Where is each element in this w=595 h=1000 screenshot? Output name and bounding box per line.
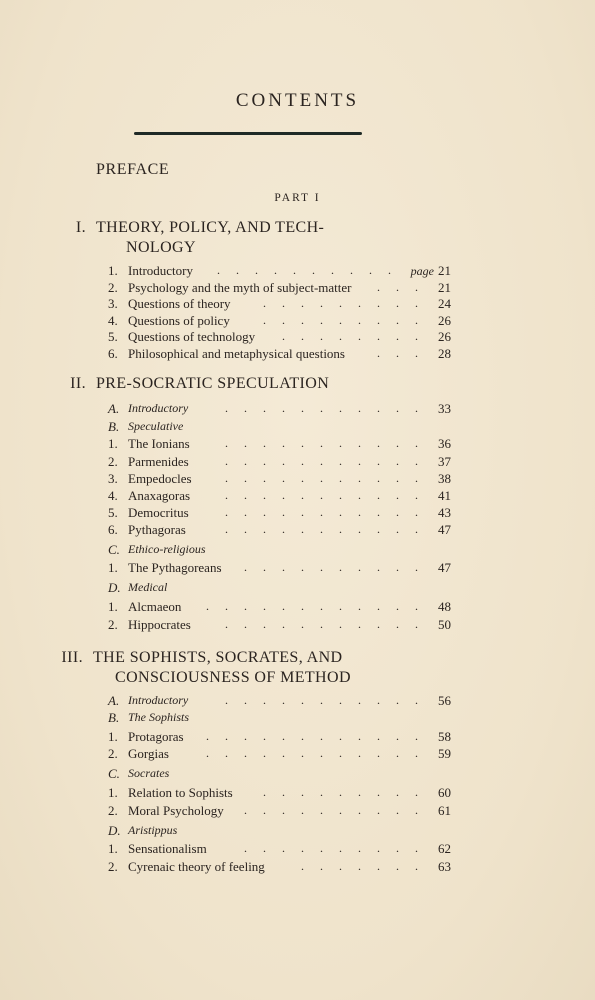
toc-entry-number: 2. xyxy=(108,454,118,469)
toc-page-number xyxy=(438,559,451,576)
leader-dots: ... xyxy=(377,346,434,360)
toc-page-number xyxy=(438,616,451,633)
toc-entry xyxy=(108,745,451,762)
toc-entry xyxy=(108,692,451,709)
part-heading: PART I xyxy=(274,192,321,204)
toc-entry xyxy=(108,295,451,312)
toc-entry-number: 1. xyxy=(108,841,118,856)
toc-entry-title: Questions of theory xyxy=(128,296,231,312)
leader-dots: ......... xyxy=(263,296,434,311)
toc-page-number xyxy=(438,692,451,709)
page-number-value: 24 xyxy=(438,296,451,312)
toc-page-number xyxy=(438,435,451,452)
leader-dots: ........... xyxy=(225,436,434,450)
chapter-3-heading xyxy=(61,648,351,688)
leader-dots: ....... xyxy=(301,859,434,873)
toc-entry-title: Moral Psychology xyxy=(128,803,224,818)
preface-heading: PREFACE xyxy=(96,161,170,178)
page-number-value: 41 xyxy=(438,488,451,503)
toc-entry xyxy=(108,598,451,615)
toc-entry xyxy=(108,453,451,470)
toc-entry xyxy=(108,487,451,504)
toc-entry-number: 4. xyxy=(108,312,118,328)
toc-entry xyxy=(108,616,451,633)
toc-page-number xyxy=(438,295,451,312)
page-number-value: 61 xyxy=(438,803,451,818)
page-number-value: 28 xyxy=(438,346,451,361)
page-number-value: 26 xyxy=(438,312,451,328)
toc-page-number xyxy=(438,745,451,762)
toc-page-number xyxy=(438,487,451,504)
toc-entry-number: A. xyxy=(108,693,120,708)
toc-entry-title: Questions of technology xyxy=(128,329,256,345)
leader-dots: .......... xyxy=(244,803,434,817)
page-number-value: 62 xyxy=(438,841,451,856)
toc-page-number xyxy=(438,470,451,487)
toc-entry-number: 2. xyxy=(108,859,118,874)
leader-dots: ............ xyxy=(206,599,434,613)
toc-entry xyxy=(108,435,451,452)
page-number-value: 56 xyxy=(438,693,451,708)
leader-dots: ........... xyxy=(225,454,434,468)
toc-entry-number: 1. xyxy=(108,263,118,278)
toc-entry-title: Alcmaeon xyxy=(128,599,182,614)
toc-page-number xyxy=(438,802,451,819)
toc-subsection-heading xyxy=(108,541,451,558)
leader-dots: ........... xyxy=(225,617,434,631)
toc-entry-number: 3. xyxy=(108,296,118,312)
page-number-value: 37 xyxy=(438,454,451,469)
toc-entry-title: Parmenides xyxy=(128,454,189,469)
toc-entry-number: 4. xyxy=(108,488,118,503)
leader-dots: ......... xyxy=(263,312,434,327)
page-number-value: 38 xyxy=(438,471,451,486)
toc-entry-title: The Ionians xyxy=(128,436,190,451)
leader-dots: ............ xyxy=(206,729,434,743)
toc-page-number xyxy=(411,262,451,280)
toc-entry-number: A. xyxy=(108,401,120,416)
toc-page-number xyxy=(438,784,451,801)
toc-subsection-heading xyxy=(108,709,451,726)
toc-entry-title: Gorgias xyxy=(128,746,169,761)
chapter-title-line: THEORY, POLICY, AND TECH- xyxy=(96,219,325,236)
toc-entry-title: Questions of policy xyxy=(128,312,230,328)
leader-dots: ............ xyxy=(206,746,434,760)
leader-dots: .......... xyxy=(217,263,407,277)
leader-dots: ........... xyxy=(225,522,434,536)
toc-subsection-heading xyxy=(108,822,451,839)
page-title: CONTENTS xyxy=(235,90,360,111)
toc-entry xyxy=(108,802,451,819)
page-number-value: 21 xyxy=(438,263,451,278)
toc-entry-title: Speculative xyxy=(128,419,184,433)
toc-entry xyxy=(108,521,451,538)
toc-entry-title: Anaxagoras xyxy=(128,488,191,503)
toc-entry-title: Relation to Sophists xyxy=(128,785,233,800)
toc-page-number xyxy=(438,521,451,538)
toc-entry-title: Hippocrates xyxy=(128,617,191,632)
toc-entry-title: Sensationalism xyxy=(128,841,207,856)
toc-entry xyxy=(108,840,451,857)
page-number-value: 26 xyxy=(438,329,451,345)
toc-entry-title: Cyrenaic theory of feeling xyxy=(128,859,265,874)
page-number-value: 47 xyxy=(438,560,451,575)
toc-entry-title: Medical xyxy=(128,580,168,594)
leader-dots: ........... xyxy=(225,505,434,519)
toc-entry xyxy=(108,504,451,521)
page-number-value: 59 xyxy=(438,746,451,761)
toc-entry xyxy=(108,262,451,279)
toc-entry-title: Protagoras xyxy=(128,729,184,744)
chapter-title-line: PRE-SOCRATIC SPECULATION xyxy=(96,375,330,392)
toc-page-number xyxy=(438,858,451,875)
toc-entry-number: 6. xyxy=(108,522,118,537)
toc-entry-title: Empedocles xyxy=(128,471,192,486)
toc-entry-title: Introductory xyxy=(128,693,189,707)
toc-page-number xyxy=(438,345,451,362)
page-number-value: 50 xyxy=(438,617,451,632)
toc-entry-number: 2. xyxy=(108,746,118,761)
page-number-value: 43 xyxy=(438,505,451,520)
toc-entry xyxy=(108,559,451,576)
chapter-1-heading xyxy=(75,218,325,258)
toc-entry-number: B. xyxy=(108,710,120,725)
toc-entry-number: 1. xyxy=(108,599,118,614)
chapter-title-line: THE SOPHISTS, SOCRATES, AND xyxy=(93,649,343,666)
toc-page-number xyxy=(438,453,451,470)
toc-entry-number: C. xyxy=(108,766,120,781)
toc-entry xyxy=(108,784,451,801)
page-number-value: 33 xyxy=(438,401,451,416)
page-number-value: 60 xyxy=(438,785,451,800)
toc-page-number xyxy=(438,279,451,296)
chapter-number: I. xyxy=(75,219,86,236)
page-number-value: 58 xyxy=(438,729,451,744)
toc-entry-number: D. xyxy=(108,580,121,595)
toc-entry xyxy=(108,728,451,745)
toc-entry-number: 6. xyxy=(108,346,118,361)
toc-page-number xyxy=(438,728,451,745)
leader-dots: ... xyxy=(377,279,434,294)
toc-entry-number: 2. xyxy=(108,617,118,632)
toc-page-number xyxy=(438,400,451,417)
toc-entry-title: Introductory xyxy=(128,401,189,415)
chapter-title-line: NOLOGY xyxy=(126,239,196,256)
title-rule xyxy=(134,132,362,135)
page-word: page xyxy=(410,264,434,278)
page-number-value: 21 xyxy=(438,279,451,295)
toc-entry-title: Pythagoras xyxy=(128,522,186,537)
leader-dots: ........... xyxy=(225,693,434,707)
toc-page-number xyxy=(438,598,451,615)
leader-dots: ........... xyxy=(225,471,434,485)
leader-dots: .......... xyxy=(244,560,434,574)
toc-entry xyxy=(108,858,451,875)
toc-entry-number: 1. xyxy=(108,729,118,744)
leader-dots: ......... xyxy=(263,785,434,799)
toc-page-number xyxy=(438,312,451,329)
toc-entry-number: B. xyxy=(108,419,120,434)
leader-dots: .......... xyxy=(244,841,434,855)
toc-entry-title: Democritus xyxy=(128,505,189,520)
leader-dots: ........ xyxy=(282,329,434,344)
chapter-number: III. xyxy=(61,649,83,666)
chapter-title-line: CONSCIOUSNESS OF METHOD xyxy=(115,669,351,686)
toc-entry-number: 1. xyxy=(108,560,118,575)
page-number-value: 63 xyxy=(438,859,451,874)
toc-entry-title: Ethico-religious xyxy=(128,542,206,556)
toc-subsection-heading xyxy=(108,579,451,596)
toc-entry-title: Philosophical and metaphysical questions xyxy=(128,346,345,361)
toc-entry xyxy=(108,345,451,362)
toc-entry xyxy=(108,312,451,329)
toc-entry-number: 5. xyxy=(108,329,118,345)
toc-entry-number: 5. xyxy=(108,505,118,520)
page-number-value: 47 xyxy=(438,522,451,537)
toc-page-number xyxy=(438,840,451,857)
toc-entry xyxy=(108,279,451,296)
toc-entry-title: Socrates xyxy=(128,766,170,780)
toc-entry-number: 1. xyxy=(108,785,118,800)
toc-entry xyxy=(108,470,451,487)
toc-entry-number: 2. xyxy=(108,279,118,295)
leader-dots: ........... xyxy=(225,488,434,502)
toc-subsection-heading xyxy=(108,418,451,435)
toc-subsection-heading xyxy=(108,765,451,782)
toc-entry xyxy=(108,400,451,417)
page-number-value: 48 xyxy=(438,599,451,614)
toc-entry-number: 2. xyxy=(108,803,118,818)
toc-entry-number: 1. xyxy=(108,436,118,451)
toc-entry-number: C. xyxy=(108,542,120,557)
toc-entry-title: Introductory xyxy=(128,263,193,278)
page-number-value: 36 xyxy=(438,436,451,451)
leader-dots: ........... xyxy=(225,401,434,415)
toc-entry-title: The Sophists xyxy=(128,710,190,724)
chapter-2-heading xyxy=(70,374,330,394)
toc-entry-title: Aristippus xyxy=(128,823,178,837)
chapter-number: II. xyxy=(70,375,86,392)
toc-page-number xyxy=(438,328,451,345)
toc-entry-title: The Pythagoreans xyxy=(128,560,222,575)
toc-entry xyxy=(108,328,451,345)
toc-entry-number: 3. xyxy=(108,471,118,486)
toc-entry-title: Psychology and the myth of subject-matter xyxy=(128,279,352,295)
toc-page-number xyxy=(438,504,451,521)
toc-entry-number: D. xyxy=(108,823,121,838)
